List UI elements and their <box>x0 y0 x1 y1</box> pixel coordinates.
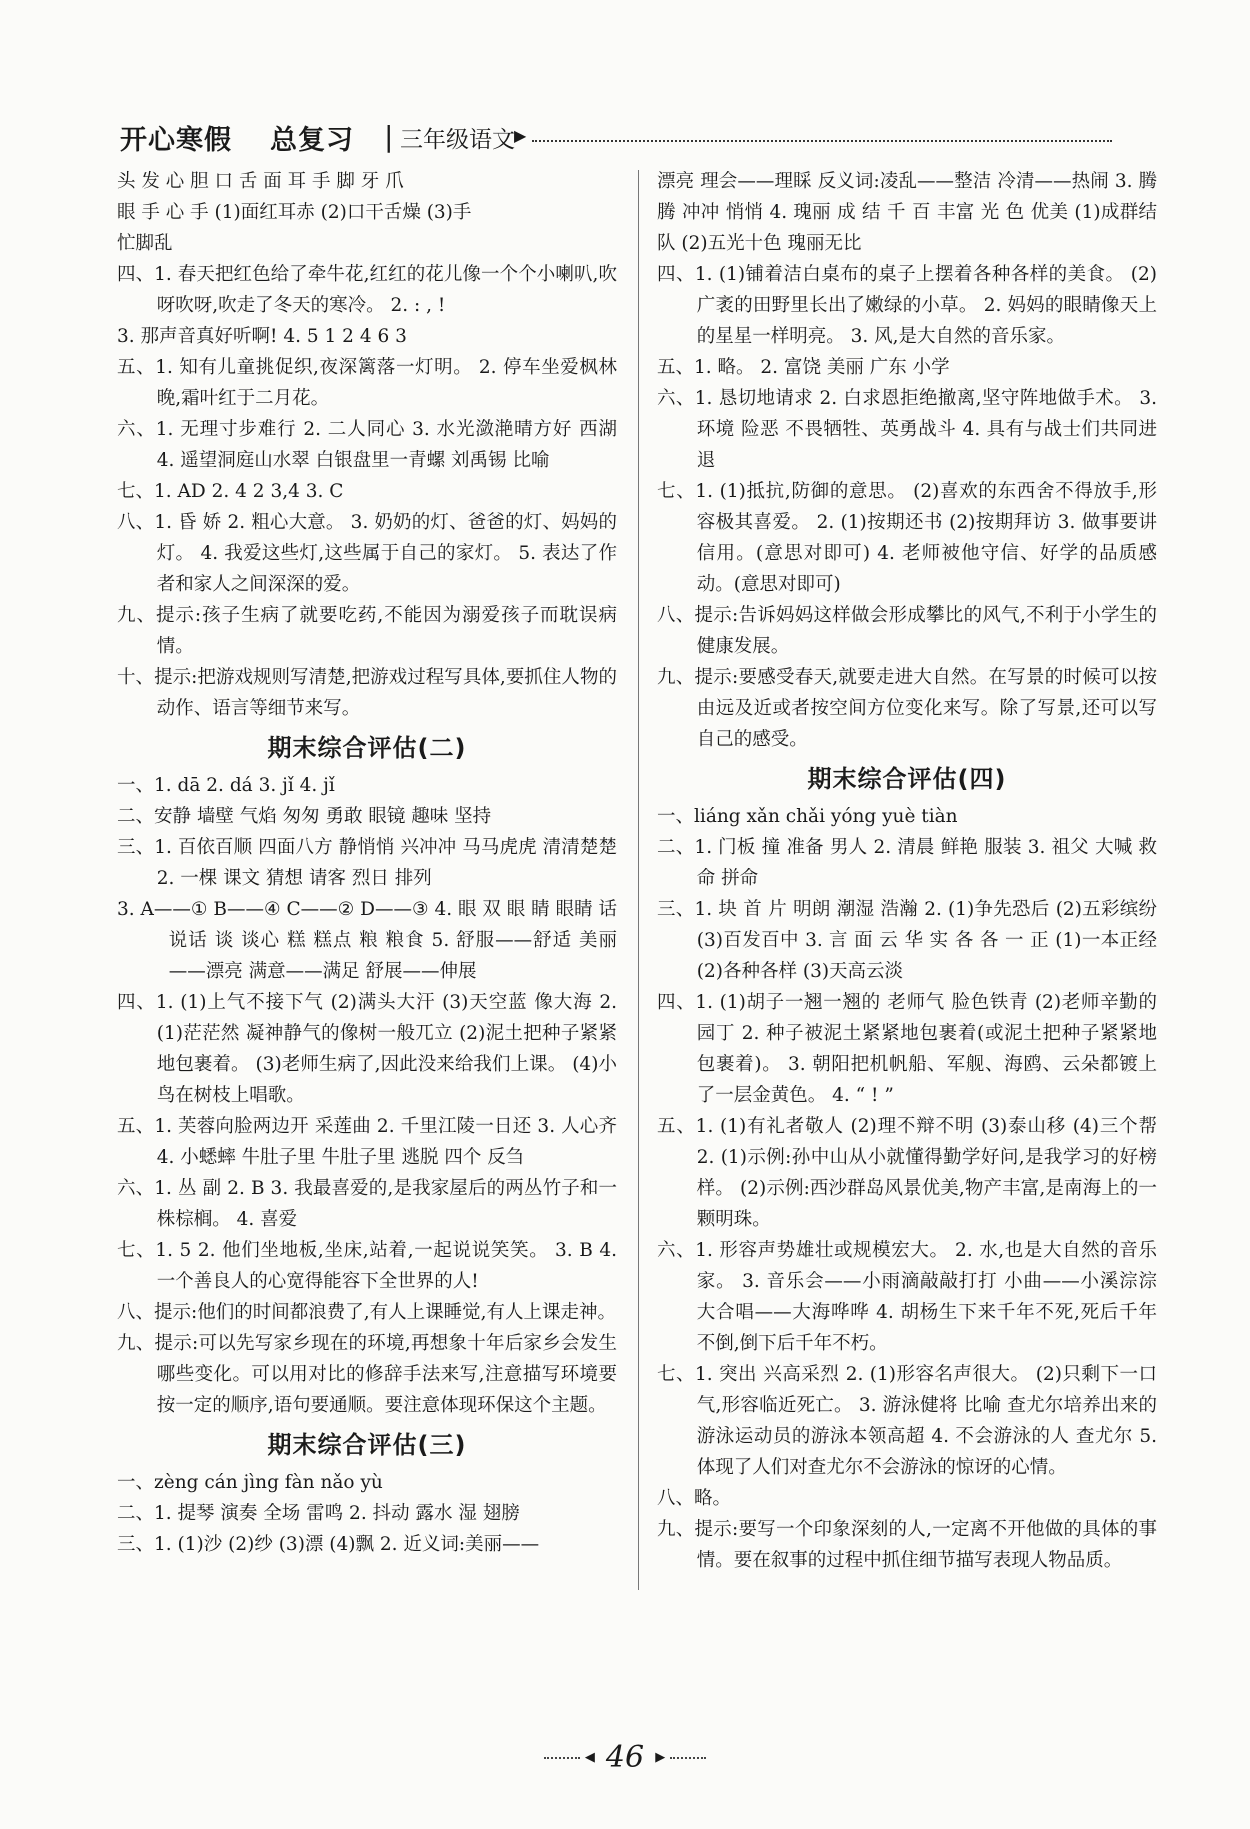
answer-line: 七、1. 5 2. 他们坐地板,坐床,站着,一起说说笑笑。 3. B 4. 一个善良人的心宽得能容下全世界的人! <box>117 1240 617 1292</box>
answer-line: 二、1. 提琴 演奏 全场 雷鸣 2. 抖动 露水 湿 翅膀 <box>117 1503 520 1524</box>
answer-line: 眼 手 心 手 (1)面红耳赤 (2)口干舌燥 (3)手 <box>117 202 472 223</box>
section-title: 总复习 <box>270 125 354 156</box>
page-number: 46 <box>605 1740 645 1775</box>
answer-line: 忙脚乱 <box>117 233 173 254</box>
answer-line: 六、1. 无理寸步难行 2. 二人同心 3. 水光潋滟晴方好 西湖 4. 遥望洞庭山水翠 白银盘里一青螺 刘禹锡 比喻 <box>117 419 617 471</box>
answer-line: 十、提示:把游戏规则写清楚,把游戏过程写具体,要抓住人物的动作、语言等细节来写。 <box>117 667 617 719</box>
answer-line: 3. 那声音真好听啊! 4. 5 1 2 4 6 3 <box>117 326 407 347</box>
answer-line: 八、略。 <box>657 1488 732 1509</box>
answer-line: 一、liáng xǎn chǎi yóng yuè tiàn <box>657 806 958 827</box>
book-brand: 开心寒假 <box>120 125 232 156</box>
left-answer-column <box>117 166 617 1560</box>
answer-line: 四、1. 春天把红色给了牵牛花,红红的花儿像一个个小喇叭,吹呀吹呀,吹走了冬天的寒冷。 2. : , ! <box>117 264 617 316</box>
page-footer <box>0 1740 1250 1775</box>
answer-line: 四、1. (1)胡子一翘一翘的 老师气 脸色铁青 (2)老师辛勤的园丁 2. 种子被泥土紧紧地包裹着(或泥土把种子紧紧地包裹着)。 3. 朝阳把机帆船、军舰、海鸥、云朵都镀上了一层金黄色。 4. “ ! ” <box>657 992 1157 1106</box>
answer-line: 九、提示:孩子生病了就要吃药,不能因为溺爱孩子而耽误病情。 <box>117 605 617 657</box>
right-answer-column <box>657 166 1157 1576</box>
header-separator: | <box>384 120 394 153</box>
answer-line: 漂亮 理会——理睬 反义词:凌乱——整洁 冷清——热闹 3. 腾腾 冲冲 悄悄 4. 瑰丽 成 结 千 百 丰富 光 色 优美 (1)成群结队 (2)五光十色 瑰丽无比 <box>657 171 1157 254</box>
answer-line: 六、1. 形容声势雄壮或规模宏大。 2. 水,也是大自然的音乐家。 3. 音乐会——小雨滴敲敲打打 小曲——小溪淙淙 大合唱——大海哗哗 4. 胡杨生下来千年不死,死后千年不倒,倒下后千年不朽。 <box>657 1240 1157 1354</box>
answer-line: 六、1. 丛 副 2. B 3. 我最喜爱的,是我家屋后的两丛竹子和一株棕榈。 4. 喜爱 <box>117 1178 617 1230</box>
answer-line: 九、提示:可以先写家乡现在的环境,再想象十年后家乡会发生哪些变化。可以用对比的修辞手法来写,注意描写环境要按一定的顺序,语句要通顺。要注意体现环保这个主题。 <box>117 1333 617 1416</box>
answer-line: 一、zèng cán jìng fàn nǎo yù <box>117 1472 383 1493</box>
footer-dots-left <box>544 1757 580 1759</box>
answer-line: 三、1. 块 首 片 明朗 潮湿 浩瀚 2. (1)争先恐后 (2)五彩缤纷 (3)百发百中 3. 言 面 云 华 实 各 各 一 正 (1)一本正经 (2)各种各样 (3)天高云淡 <box>657 899 1157 982</box>
answer-line: 三、1. (1)沙 (2)纱 (3)漂 (4)飘 2. 近义词:美丽—— <box>117 1534 540 1555</box>
answer-line: 四、1. (1)铺着洁白桌布的桌子上摆着各种各样的美食。 (2)广袤的田野里长出了嫩绿的小草。 2. 妈妈的眼睛像天上的星星一样明亮。 3. 风,是大自然的音乐家。 <box>657 264 1157 347</box>
section-heading: 期末综合评估(三) <box>267 1431 467 1459</box>
grade-subject: 三年级语文 <box>400 127 515 153</box>
triangle-arrow-icon: ▶ <box>514 126 527 145</box>
answer-line: 九、提示:要写一个印象深刻的人,一定离不开他做的具体的事情。要在叙事的过程中抓住细节描写表现人物品质。 <box>657 1519 1157 1571</box>
section-heading: 期末综合评估(二) <box>267 734 467 762</box>
answer-line: 二、1. 门板 撞 准备 男人 2. 清晨 鲜艳 服装 3. 祖父 大喊 救命 拼命 <box>657 837 1157 889</box>
answer-line: 八、提示:告诉妈妈这样做会形成攀比的风气,不利于小学生的健康发展。 <box>657 605 1157 657</box>
answer-line: 七、1. AD 2. 4 2 3,4 3. C <box>117 481 344 502</box>
answer-line: 3. A——① B——④ C——② D——③ 4. 眼 双 眼 睛 眼睛 话 说话 谈 谈心 糕 糕点 粮 粮食 5. 舒服——舒适 美丽——漂亮 满意——满足 舒展——伸展 <box>117 899 617 982</box>
answer-line: 五、1. 知有儿童挑促织,夜深篱落一灯明。 2. 停车坐爱枫林晚,霜叶红于二月花。 <box>117 357 617 409</box>
answer-line: 七、1. (1)抵抗,防御的意思。 (2)喜欢的东西舍不得放手,形容极其喜爱。 2. (1)按期还书 (2)按期拜访 3. 做事要讲信用。(意思对即可) 4. 老师被他守信、好学的品质感动。(意思对即可) <box>657 481 1157 595</box>
answer-line: 八、提示:他们的时间都浪费了,有人上课睡觉,有人上课走神。 <box>117 1302 616 1323</box>
section-heading: 期末综合评估(四) <box>807 765 1007 793</box>
answer-line: 三、1. 百依百顺 四面八方 静悄悄 兴冲冲 马马虎虎 清清楚楚 2. 一棵 课文 猜想 请客 烈日 排列 <box>117 837 617 889</box>
page-header <box>120 118 1160 158</box>
answer-line: 二、安静 墙壁 气焰 匆匆 勇敢 眼镜 趣味 坚持 <box>117 806 492 827</box>
left-arrow-icon: ◀ <box>584 1750 595 1765</box>
answer-line: 五、1. 略。 2. 富饶 美丽 广东 小学 <box>657 357 950 378</box>
answer-line: 九、提示:要感受春天,就要走进大自然。在写景的时候可以按由远及近或者按空间方位变化来写。除了写景,还可以写自己的感受。 <box>657 667 1157 750</box>
answer-line: 六、1. 恳切地请求 2. 白求恩拒绝撤离,坚守阵地做手术。 3. 环境 险恶 不畏牺牲、英勇战斗 4. 具有与战士们共同进退 <box>657 388 1157 471</box>
answer-line: 一、1. dā 2. dá 3. jǐ 4. jǐ <box>117 775 335 796</box>
answer-line: 四、1. (1)上气不接下气 (2)满头大汗 (3)天空蓝 像大海 2. (1)茫茫然 凝神静气的像树一般兀立 (2)泥土把种子紧紧地包裹着。 (3)老师生病了,因此没来给我们上课。 (4)小鸟在树枝上唱歌。 <box>117 992 617 1106</box>
answer-line: 八、1. 昏 娇 2. 粗心大意。 3. 奶奶的灯、爸爸的灯、妈妈的灯。 4. 我爱这些灯,这些属于自己的家灯。 5. 表达了作者和家人之间深深的爱。 <box>117 512 617 595</box>
header-dotted-rule <box>532 140 1112 142</box>
column-divider <box>638 170 639 1590</box>
right-arrow-icon: ▶ <box>655 1750 666 1765</box>
answer-line: 七、1. 突出 兴高采烈 2. (1)形容名声很大。 (2)只剩下一口气,形容临近死亡。 3. 游泳健将 比喻 查尤尔培养出来的游泳运动员的游泳本领高超 4. 不会游泳的人 查尤尔 5. 体现了人们对查尤尔不会游泳的惊讶的心情。 <box>657 1364 1157 1478</box>
answer-line: 五、1. 芙蓉向脸两边开 采莲曲 2. 千里江陵一日还 3. 人心齐 4. 小蟋蟀 牛肚子里 牛肚子里 逃脱 四个 反刍 <box>117 1116 617 1168</box>
footer-dots-right <box>670 1757 706 1759</box>
answer-line: 五、1. (1)有礼者敬人 (2)理不辩不明 (3)泰山移 (4)三个帮 2. (1)示例:孙中山从小就懂得勤学好问,是我学习的好榜样。 (2)示例:西沙群岛风景优美,物产丰富,是南海上的一颗明珠。 <box>657 1116 1157 1230</box>
answer-line: 头 发 心 胆 口 舌 面 耳 手 脚 牙 爪 <box>117 171 404 192</box>
